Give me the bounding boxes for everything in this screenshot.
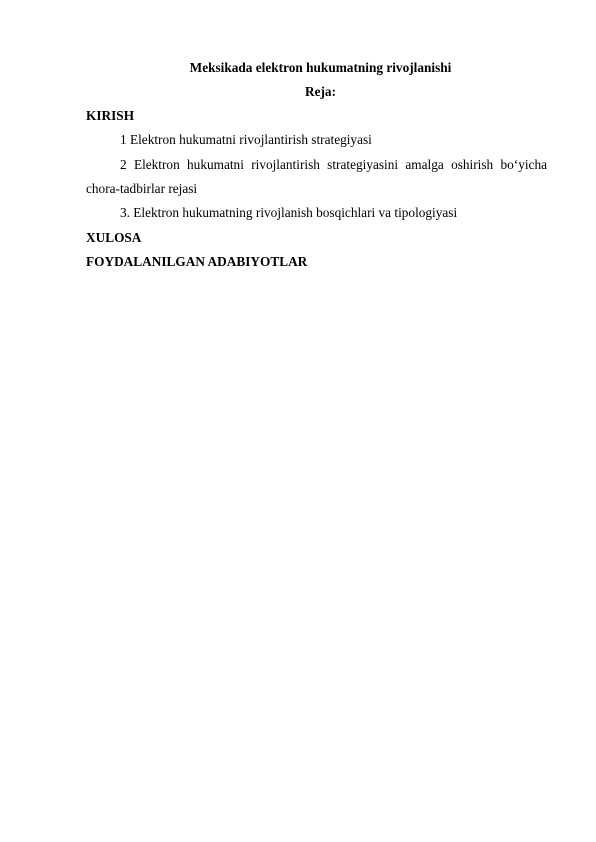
- plan-item-2: 2 Elektron hukumatni rivojlantirish strategiyasini amalga oshirish bo‘yicha: [120, 157, 547, 172]
- conclusion-heading: XULOSA: [86, 230, 142, 245]
- plan-item-1: 1 Elektron hukumatni rivojlantirish strategiyasi: [120, 132, 372, 147]
- intro-heading: KIRISH: [86, 108, 135, 123]
- references-heading: FOYDALANILGAN ADABIYOTLAR: [86, 254, 308, 269]
- plan-item-2-continuation: chora-tadbirlar rejasi: [86, 181, 198, 196]
- plan-label: Reja:: [304, 84, 336, 99]
- document-title: Meksikada elektron hukumatning rivojlanishi: [189, 60, 452, 75]
- plan-item-3: 3. Elektron hukumatning rivojlanish bosqichlari va tipologiyasi: [120, 205, 458, 220]
